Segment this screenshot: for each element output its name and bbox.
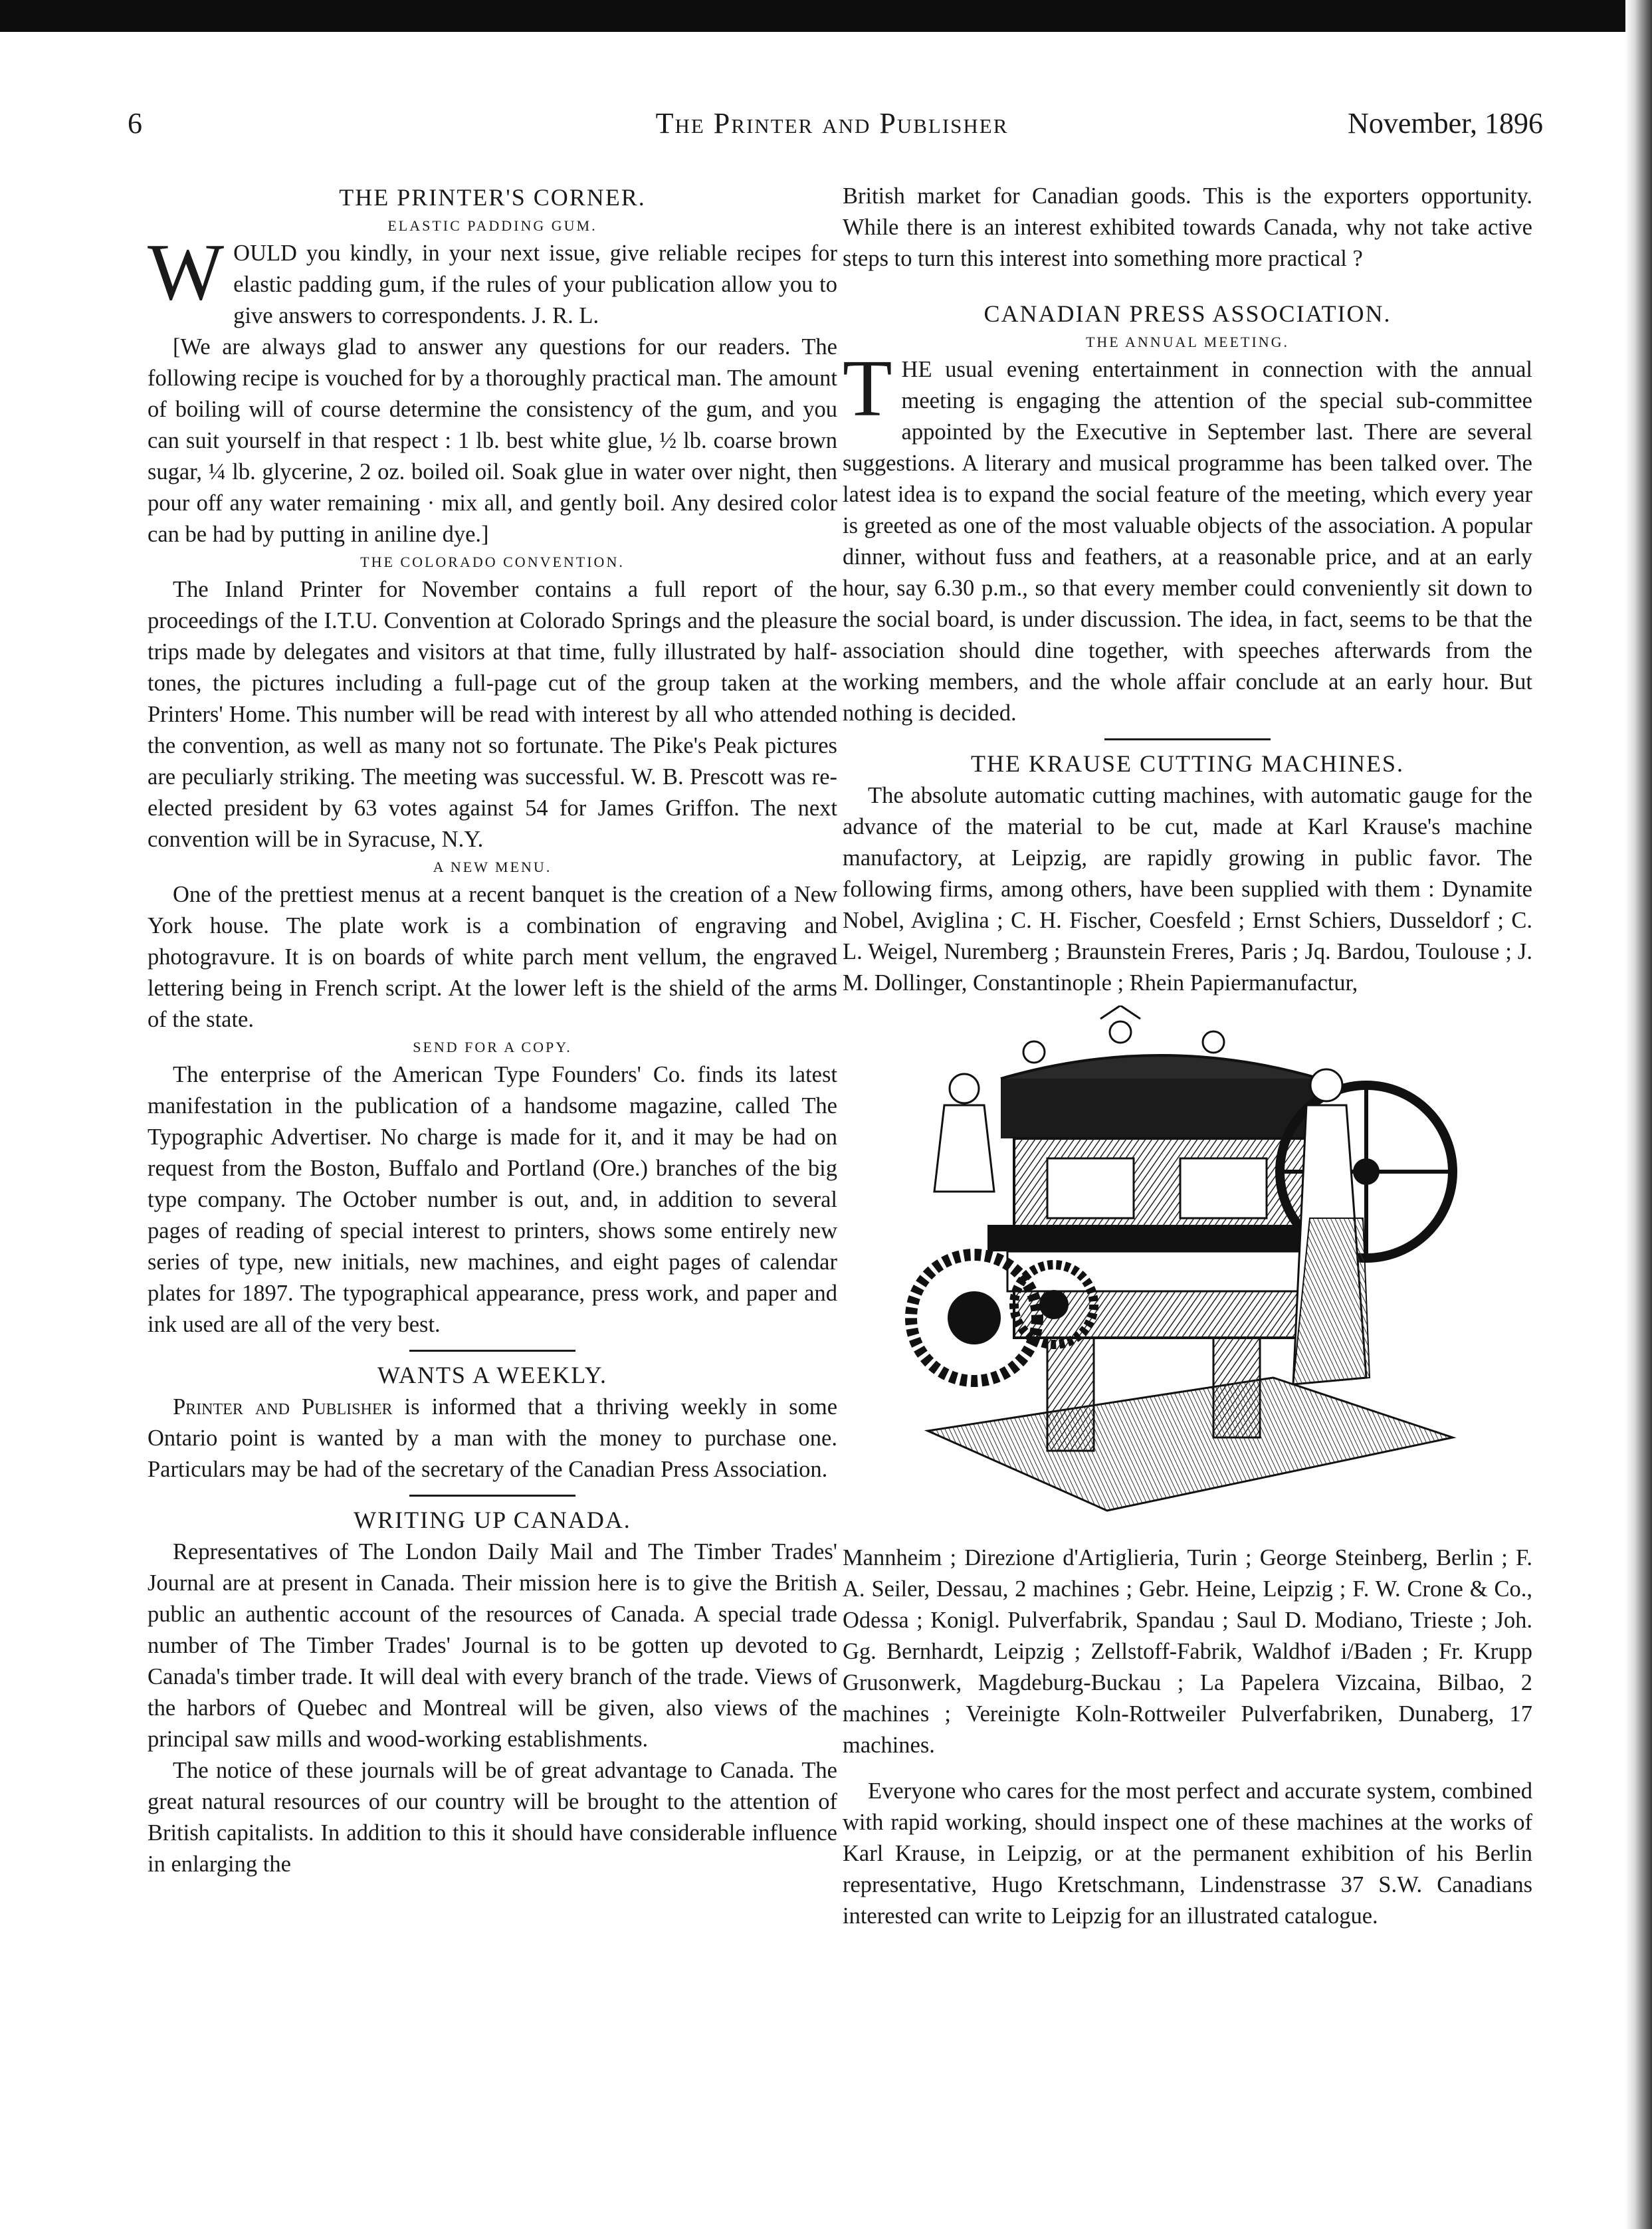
section-title-printers-corner: THE PRINTER'S CORNER. xyxy=(339,184,646,211)
issue-date: November, 1896 xyxy=(1348,107,1543,140)
gum-question-text: OULD you kindly, in your next issue, give reliable recipes for elastic padding gum, if the rules of your publication allow you to give answers to correspondents. J. R. L. xyxy=(233,241,837,328)
scan-top-border xyxy=(0,0,1652,32)
section-title-wants-weekly: WANTS A WEEKLY. xyxy=(377,1362,608,1388)
right-column xyxy=(843,181,1532,1932)
convention-paragraph: The Inland Printer for November contains a full report of the proceedings of the I.T.U. Convention at Colorado Springs and the pleasure trips made by delegates and visitors at that time, fully illustrated by half-tones, the pictures including a full-page cut of the group taken at the Printers' Home. This number will be read with interest by all who attended the convention, as well as many not so fortunate. The Pike's Peak pictures are peculiarly striking. The meeting was successful. W. B. Prescott was re-elected president by 63 votes against 54 for James Griffon. The next convention will be in Syracuse, N.Y. xyxy=(148,577,837,852)
cutting-machine-illustration xyxy=(843,1006,1532,1537)
subheading-new-menu: A NEW MENU. xyxy=(433,859,552,875)
weekly-paragraph xyxy=(148,1392,837,1485)
section-title-writing-canada: WRITING UP CANADA. xyxy=(354,1507,631,1533)
canada-continued: British market for Canadian goods. This is the exporters opportunity. While there is an interest exhibited towards Canada, why not take active steps to turn this interest into something more practical ? xyxy=(843,183,1532,271)
subheading-annual-meeting: THE ANNUAL MEETING. xyxy=(1085,334,1290,350)
page-number: 6 xyxy=(128,107,142,140)
krause-paragraph-1: The absolute automatic cutting machines, with automatic gauge for the advance of the material to be cut, made at Karl Krause's machine manufactory, at Leipzig, are rapidly growing in public favor. The following firms, among others, have been supplied with them : Dynamite Nobel, Aviglina ; C. H. Fischer, Coesfeld ; Ernst Schiers, Dusseldorf ; C. L. Weigel, Nuremberg ; Braunstein Freres, Paris ; Jq. Bardou, Toulouse ; J. M. Dollinger, Constantinople ; Rhein Papiermanufactur, xyxy=(843,783,1532,996)
canada-paragraph-1: Representatives of The London Daily Mail and The Timber Trades' Journal are at present in Canada. Their mission here is to give the British public an authentic account of the resources of Canada. A special trade number of The Timber Trades' Journal is to be gotten up devoted to Canada's timber trade. It will deal with every branch of the trade. Views of the harbors of Quebec and Montreal will be given, also views of the principal saw mills and wood-working establishments. xyxy=(148,1539,837,1752)
publication-title: The Printer and Publisher xyxy=(655,107,1009,140)
section-title-cpa: CANADIAN PRESS ASSOCIATION. xyxy=(983,300,1392,327)
left-column xyxy=(148,181,837,1880)
subheading-elastic-gum: ELASTIC PADDING GUM. xyxy=(387,217,597,234)
scan-right-edge xyxy=(1625,0,1652,2229)
section-rule xyxy=(409,1495,575,1497)
section-title-krause: THE KRAUSE CUTTING MACHINES. xyxy=(971,750,1404,777)
cpa-text: HE usual evening entertainment in connection with the annual meeting is engaging the attention of the special sub-committee appointed by the Executive in September last. There are several suggestions. A literary and musical programme has been talked over. The latest idea is to expand the social feature of the meeting, which every year is greeted as one of the most valuable objects of the association. A popular dinner, without fuss and feathers, at a reasonable price, and at an early hour, say 6.30 p.m., so that every member could conveniently sit down to the social board, is under discussion. The idea, in fact, seems to be that the association should dine together, with speeches afterwards from the working members, and the whole affair conclude at an early hour. But nothing is decided. xyxy=(843,357,1532,726)
krause-paragraph-2: Everyone who cares for the most perfect and accurate system, combined with rapid working, should inspect one of these machines at the works of Karl Krause, in Leipzig, or at the permanent exhibition of his Berlin representative, Hugo Kretschmann, Lindenstrasse 37 S.W. Canadians interested can write to Leipzig for an illustrated catalogue. xyxy=(843,1778,1532,1929)
menu-paragraph: One of the prettiest menus at a recent banquet is the creation of a New York house. The plate work is a combination of engraving and photogravure. It is on boards of white parch ment vellum, the engraved lettering being in French script. At the lower left is the shield of the arms of the state. xyxy=(148,882,837,1032)
running-header xyxy=(121,106,1543,153)
drop-cap-w: W xyxy=(148,227,225,317)
weekly-lead: Printer and Publisher xyxy=(173,1394,393,1420)
cutting-machine-engraving-icon xyxy=(901,1006,1473,1531)
canada-paragraph-2: The notice of these journals will be of great advantage to Canada. The great natural resources of our country will be brought to the attention of British capitalists. In addition to this it should have considerable influence in enlarging the xyxy=(148,1758,837,1877)
subheading-colorado-convention: THE COLORADO CONVENTION. xyxy=(360,554,625,570)
gum-answer: [We are always glad to answer any questions for our readers. The following recipe is vouched for by a thoroughly practical man. The amount of boiling will of course determine the consistency of the gum, and you can suit yourself in that respect : 1 lb. best white glue, ½ lb. coarse brown sugar, ¼ lb. glycerine, 2 oz. boiled oil. Soak glue in water over night, then pour off any water remaining · mix all, and gently boil. Any desired color can be had by putting in aniline dye.] xyxy=(148,334,837,547)
cpa-paragraph xyxy=(843,344,1532,729)
gum-question xyxy=(148,227,837,332)
weekly-text: is informed that a thriving weekly in some Ontario point is wanted by a man with the money to purchase one. Particulars may be had of the secretary of the Canadian Press Association. xyxy=(148,1394,838,1482)
section-rule xyxy=(1104,738,1271,740)
subheading-send-copy: SEND FOR A COPY. xyxy=(413,1039,572,1055)
copy-paragraph: The enterprise of the American Type Founders' Co. finds its latest manifestation in the publication of a handsome magazine, called The Typographic Advertiser. No charge is made for it, and it may be had on request from the Boston, Buffalo and Portland (Ore.) branches of the big type company. The October number is out, and, in addition to several pages of reading of special interest to printers, shows some entirely new series of type, new initials, new machines, and eight pages of calendar plates for 1897. The typographical appearance, press work, and paper and ink used are all of the very best. xyxy=(148,1062,837,1337)
drop-cap-t: T xyxy=(843,344,892,433)
krause-paragraph-1-continued: Mannheim ; Direzione d'Artiglieria, Turin ; George Steinberg, Berlin ; F. A. Seiler, Dessau, 2 machines ; Gebr. Heine, Leipzig ; F. W. Crone & Co., Odessa ; Konigl. Pulverfabrik, Spandau ; Saul D. Modiano, Trieste ; Joh. Gg. Bernhardt, Leipzig ; Zellstoff-Fabrik, Waldhof i/Baden ; Fr. Krupp Grusonwerk, Magdeburg-Buckau ; La Papelera Vizcaina, Bilbao, 2 machines ; Vereinigte Koln-Rottweiler Pulverfabriken, Dunaberg, 17 machines. xyxy=(843,1545,1532,1758)
section-rule xyxy=(409,1350,575,1352)
